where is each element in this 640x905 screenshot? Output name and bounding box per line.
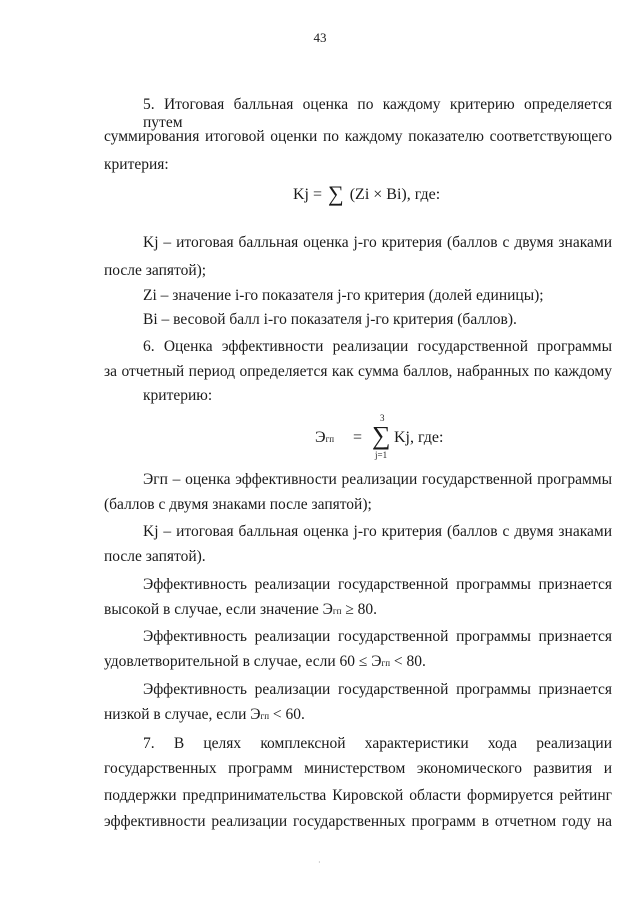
efficiency-mid-line-1: Эффективность реализации государственной программы признается (143, 628, 612, 645)
footer-mark: · (318, 858, 321, 867)
definition-kj2-line-2: после запятой). (104, 548, 206, 565)
paragraph-6-line-3: критерию: (143, 387, 213, 404)
formula-egp-lower-limit: j=1 (375, 450, 388, 460)
page-number: 43 (313, 30, 327, 45)
definition-kj-line-1: Kj – итоговая балльная оценка j-го критерия (баллов с двумя знаками (143, 234, 612, 251)
formula-egp-rhs: Kj, где: (394, 429, 444, 446)
definition-kj2-line-1: Kj – итоговая балльная оценка j-го критерия (баллов с двумя знаками (143, 523, 612, 540)
formula-kj-eq: = (313, 186, 323, 203)
definition-kj-line-2: после запятой); (104, 262, 207, 279)
paragraph-7-line-3: поддержки предпринимательства Кировской области формируется рейтинг (104, 787, 612, 804)
paragraph-5-line-3: критерия: (104, 156, 169, 173)
formula-kj-tail: , где: (406, 186, 441, 203)
paragraph-6-line-1: 6. Оценка эффективности реализации государственной программы (143, 338, 612, 355)
definition-egp-line-1: Эгп – оценка эффективности реализации государственной программы (143, 471, 612, 488)
formula-egp (315, 413, 475, 461)
formula-kj-lhs: Kj (293, 186, 309, 203)
sigma-symbol: ∑ (328, 181, 344, 206)
paragraph-7-line-4: эффективности реализации государственных программ в отчетном году на (104, 813, 612, 830)
formula-egp-eq: = (353, 429, 363, 446)
formula-kj (293, 183, 440, 206)
formula-egp-upper-limit: 3 (380, 413, 385, 423)
definition-bi: Bi – весовой балл i-го показателя j-го критерия (баллов). (143, 311, 517, 328)
efficiency-mid-line-2: удовлетворительной в случае, если 60 ≤ Эгп < 80. (104, 653, 426, 670)
definition-zi: Zi – значение i-го показателя j-го критерия (долей единицы); (143, 287, 544, 304)
sigma-symbol: ∑ (372, 421, 391, 450)
paragraph-6-line-2: за отчетный период определяется как сумма баллов, набранных по каждому (104, 363, 612, 380)
paragraph-5-line-1: 5. Итоговая балльная оценка по каждому критерию определяется путем (143, 96, 612, 131)
efficiency-low-line-2: низкой в случае, если Эгп < 60. (104, 706, 305, 723)
efficiency-high-line-2: высокой в случае, если значение Эгп ≥ 80. (104, 601, 378, 618)
formula-kj-paren: ) (401, 186, 407, 203)
definition-egp-line-2: (баллов с двумя знаками после запятой); (104, 496, 372, 513)
formula-egp-lhs: Эгп (315, 429, 335, 446)
formula-kj-body: (Zi × Bi (349, 186, 402, 203)
paragraph-7-line-2: государственных программ министерством экономического развития и (104, 760, 612, 777)
efficiency-high-line-1: Эффективность реализации государственной программы признается (143, 576, 612, 593)
paragraph-7-line-1: 7. В целях комплексной характеристики хода реализации (143, 735, 612, 752)
paragraph-5-line-2: суммирования итоговой оценки по каждому показателю соответствующего (104, 128, 612, 145)
efficiency-low-line-1: Эффективность реализации государственной программы признается (143, 681, 612, 698)
